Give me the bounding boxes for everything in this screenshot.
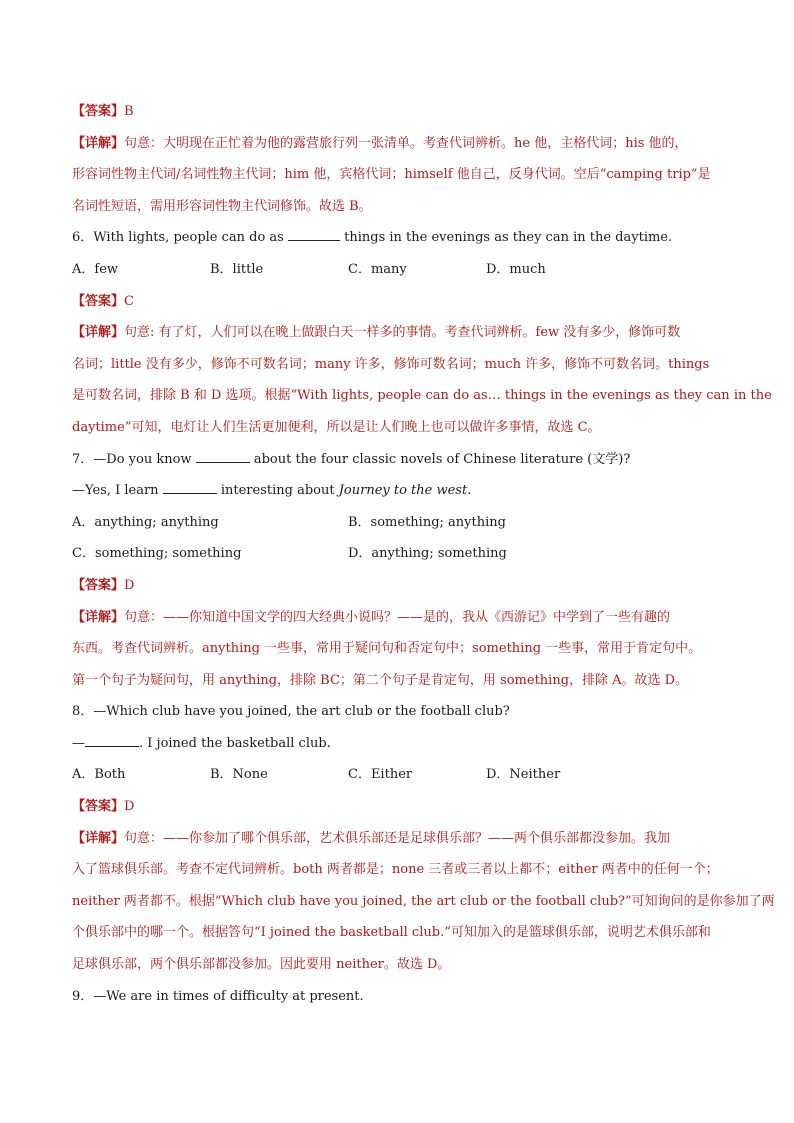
- detail-tag: 【详解】: [72, 135, 125, 151]
- option-d: D．Neither: [486, 767, 561, 783]
- detail-text: 第一个句子为疑问句，用 anything，排除 BC；第二个句子是肯定句，用 something，排除 A。故选 D。: [72, 672, 689, 688]
- option-a: A．anything; anything: [72, 514, 219, 530]
- question-stem: [72, 728, 724, 760]
- options-row: [72, 538, 724, 570]
- detail-text: 足球俱乐部，两个俱乐部都没参加。因此要用 neither。故选 D。: [72, 957, 451, 973]
- answer-value: C: [124, 293, 134, 309]
- detail-tag: 【详解】: [72, 325, 125, 341]
- answer-value: D: [124, 799, 135, 815]
- option-c: C．many: [348, 261, 407, 277]
- question-stem: [72, 222, 724, 254]
- question-stem: [72, 981, 724, 1013]
- answer-tag: 【答案】: [72, 104, 125, 119]
- options-row: [72, 759, 724, 791]
- detail-text: daytime”可知，电灯让人们生活更加便利，所以是让人们晚上也可以做许多事情，故选 C。: [72, 419, 601, 435]
- question-number: 7．: [72, 451, 94, 467]
- stem-text: —: [72, 735, 85, 751]
- detail-text: 句意：——你参加了哪个俱乐部，艺术俱乐部还是足球俱乐部？——两个俱乐部都没参加。我加: [124, 830, 671, 846]
- answer-tag: 【答案】: [72, 577, 125, 593]
- option-c: C．Either: [348, 767, 413, 783]
- stem-text: —Which club have you joined, the art club or the football club?: [93, 704, 510, 720]
- stem-text: —Do you know: [93, 451, 192, 467]
- detail-text: neither 两者都不。根据“Which club have you joined, the art club or the football club?”可知询问的是你参加了两: [72, 893, 775, 909]
- stem-text: about the four classic novels of Chinese literature (文学)?: [253, 451, 631, 467]
- option-c: C．something; something: [72, 546, 242, 562]
- option-d: D．much: [486, 261, 546, 277]
- answer-tag: 【答案】: [72, 799, 125, 815]
- option-d: D．anything; something: [348, 546, 507, 562]
- question-number: 6．: [72, 230, 94, 246]
- answer-blank: [163, 481, 217, 494]
- option-a: A．Both: [72, 767, 126, 783]
- detail-text: 个俱乐部中的哪一个。根据答句“I joined the basketball club.”可知加入的是篮球俱乐部，说明艺术俱乐部和: [72, 925, 711, 941]
- detail-line: [72, 823, 724, 855]
- question-number: 9．: [72, 988, 94, 1004]
- book-title: Journey to the west: [338, 483, 468, 499]
- stem-text: things in the evenings as they can in the daytime.: [344, 230, 673, 246]
- detail-text: 形容词性物主代词/名词性物主代词；him 他，宾格代词；himself 他自己，反身代词。空后“camping trip”是: [72, 167, 711, 183]
- detail-line: [72, 317, 724, 349]
- answer-value: D: [124, 577, 135, 593]
- answer-blank: [288, 228, 340, 241]
- stem-text: .: [467, 483, 472, 499]
- detail-line: [72, 128, 724, 160]
- option-b: B．None: [210, 767, 268, 783]
- stem-text: With lights, people can do as: [93, 230, 284, 246]
- question-stem: [72, 475, 724, 507]
- question-number: 8．: [72, 704, 94, 720]
- stem-text: —Yes, I learn: [72, 483, 159, 499]
- question-stem: [72, 444, 724, 476]
- answer-blank: [85, 734, 139, 747]
- detail-text: 东西。考查代词辨析。anything 一些事，常用于疑问句和否定句中；something 一些事，常用于肯定句中。: [72, 641, 702, 657]
- stem-text: . I joined the basketball club.: [139, 735, 331, 751]
- option-b: B．something; anything: [348, 514, 506, 530]
- detail-line: [72, 602, 724, 634]
- options-row: [72, 507, 724, 539]
- answer-line: [72, 570, 724, 602]
- detail-tag: 【详解】: [72, 609, 125, 625]
- detail-text: 名词性短语，需用形容词性物主代词修饰。故选 B。: [72, 198, 372, 214]
- option-a: A．few: [72, 261, 119, 277]
- answer-line: [72, 791, 724, 823]
- answer-blank: [196, 450, 250, 463]
- detail-text: 是可数名词，排除 B 和 D 选项。根据“With lights, people can do as… things in the evenings as they can in the: [72, 388, 772, 404]
- detail-tag: 【详解】: [72, 830, 125, 846]
- stem-text: —We are in times of difficulty at present.: [93, 988, 364, 1004]
- option-b: B．little: [210, 261, 264, 277]
- detail-text: 句意: 有了灯，人们可以在晚上做跟白天一样多的事情。考查代词辨析。few 没有多少，修饰可数: [124, 325, 681, 341]
- document-page: [72, 96, 775, 1012]
- answer-value: B: [124, 104, 134, 119]
- answer-line: [72, 96, 724, 128]
- answer-tag: 【答案】: [72, 293, 125, 309]
- detail-text: 句意：——你知道中国文学的四大经典小说吗？——是的，我从《西游记》中学到了一些有趣的: [124, 609, 671, 625]
- detail-text: 入了篮球俱乐部。考查不定代词辨析。both 两者都是；none 三者或三者以上都不；either 两者中的任何一个；: [72, 862, 719, 878]
- question-stem: [72, 696, 724, 728]
- detail-text: 句意：大明现在正忙着为他的露营旅行列一张清单。考查代词辨析。he 他，主格代词；his 他的，: [124, 135, 688, 151]
- detail-text: 名词；little 没有多少，修饰不可数名词；many 许多，修饰可数名词；much 许多，修饰不可数名词。things: [72, 356, 710, 372]
- stem-text: interesting about: [220, 483, 335, 499]
- options-row: [72, 254, 724, 286]
- answer-line: [72, 286, 724, 318]
